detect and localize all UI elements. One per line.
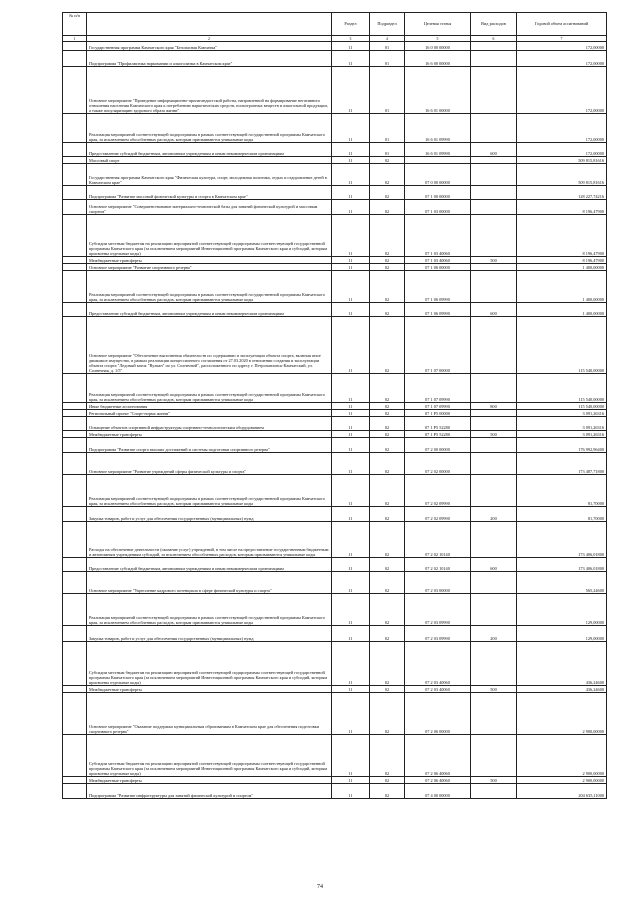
- cell-razdel: 11: [332, 572, 370, 594]
- cell-amount: 1 400,00000: [517, 264, 607, 271]
- table-row: [63, 735, 607, 777]
- table-body: [63, 42, 607, 799]
- table-row: [63, 693, 607, 735]
- column-number: 2: [87, 36, 332, 42]
- column-number: 7: [517, 36, 607, 42]
- cell-razdel: 11: [332, 215, 370, 257]
- cell-statya: 07 1 00 00000: [405, 186, 471, 200]
- cell-statya: 07 2 03 09990: [405, 626, 471, 642]
- cell-razdel: 11: [332, 303, 370, 317]
- cell-podrazdel: 02: [370, 558, 405, 572]
- cell-podrazdel: 02: [370, 453, 405, 475]
- cell-vid: 500: [471, 257, 517, 264]
- cell-amount: 115 540,00000: [517, 403, 607, 410]
- cell-statya: 07 2 03 40060: [405, 642, 471, 686]
- cell-amount: 3 091,26316: [517, 417, 607, 431]
- cell-podrazdel: 02: [370, 735, 405, 777]
- cell-razdel: 11: [332, 67, 370, 114]
- cell-vid: [471, 572, 517, 594]
- cell-amount: 173 487,71800: [517, 453, 607, 475]
- cell-vid: [471, 735, 517, 777]
- table-row: [63, 522, 607, 558]
- cell-vid: 600: [471, 558, 517, 572]
- cell-statya: 16 6 01 09990: [405, 143, 471, 157]
- table-row: [63, 317, 607, 374]
- cell-name: Региональный проект "Спорт-норма жизни": [87, 410, 332, 417]
- cell-num: [63, 594, 87, 626]
- cell-statya: 16 6 01 00000: [405, 67, 471, 114]
- cell-razdel: 11: [332, 403, 370, 410]
- cell-podrazdel: 02: [370, 686, 405, 693]
- cell-razdel: 11: [332, 200, 370, 215]
- cell-razdel: 11: [332, 143, 370, 157]
- cell-statya: 07 2 02 10140: [405, 522, 471, 558]
- cell-name: Подпрограмма "Развитие массовой физической культуры и спорта в Камчатском крае": [87, 186, 332, 200]
- cell-num: [63, 215, 87, 257]
- cell-podrazdel: 02: [370, 642, 405, 686]
- cell-vid: [471, 114, 517, 143]
- cell-name: Основное мероприятие "Проведение информационно-пропагандистской работы, направленной на формирование негативного отношения населения Камчатского края к потреблению наркотических средств, психотропных веществ и алкогольной продукции, а также популяризацию здорового образа жизни": [87, 67, 332, 114]
- cell-name: Закупка товаров, работ и услуг для обеспечения государственных (муниципальных) нужд: [87, 626, 332, 642]
- table-row: [63, 475, 607, 507]
- cell-razdel: 11: [332, 507, 370, 522]
- cell-podrazdel: 02: [370, 164, 405, 186]
- cell-razdel: 11: [332, 264, 370, 271]
- cell-num: [63, 735, 87, 777]
- cell-vid: 200: [471, 507, 517, 522]
- cell-name: Иные бюджетные ассигнования: [87, 403, 332, 410]
- table-row: [63, 403, 607, 410]
- cell-razdel: 11: [332, 257, 370, 264]
- cell-num: [63, 453, 87, 475]
- cell-name: Реализация мероприятий соответствующей подпрограммы в рамках соответствующей государственной программы Камчатского края, за исключением обособленных расходов, которым присваиваются уникальные коды: [87, 475, 332, 507]
- cell-statya: 07 2 02 00000: [405, 453, 471, 475]
- header-razdel: Раздел: [332, 13, 370, 36]
- cell-podrazdel: 01: [370, 143, 405, 157]
- cell-statya: 07 1 P5 52280: [405, 417, 471, 431]
- cell-num: [63, 410, 87, 417]
- table-row: [63, 303, 607, 317]
- cell-num: [63, 686, 87, 693]
- cell-amount: 509 815,81616: [517, 164, 607, 186]
- cell-podrazdel: 02: [370, 417, 405, 431]
- cell-num: [63, 572, 87, 594]
- table-row: [63, 164, 607, 186]
- cell-razdel: 11: [332, 317, 370, 374]
- cell-name: Основное мероприятие "Оказание поддержки муниципальным образованиям в Камчатском крае для обеспечения подготовки спортивного резерва": [87, 693, 332, 735]
- cell-statya: 07 2 00 00000: [405, 438, 471, 453]
- table-row: [63, 594, 607, 626]
- table-row: [63, 507, 607, 522]
- cell-num: [63, 42, 87, 51]
- cell-vid: [471, 157, 517, 164]
- cell-razdel: 11: [332, 157, 370, 164]
- cell-vid: [471, 475, 517, 507]
- cell-amount: 81,70000: [517, 507, 607, 522]
- column-number: 5: [405, 36, 471, 42]
- cell-razdel: 11: [332, 453, 370, 475]
- cell-amount: 115 540,00000: [517, 317, 607, 374]
- cell-statya: 16 6 01 09990: [405, 114, 471, 143]
- cell-razdel: 11: [332, 417, 370, 431]
- cell-razdel: 11: [332, 522, 370, 558]
- cell-amount: 172,00000: [517, 42, 607, 51]
- cell-amount: 8 196,47900: [517, 215, 607, 257]
- cell-amount: 176 992,96400: [517, 438, 607, 453]
- cell-vid: [471, 200, 517, 215]
- cell-podrazdel: 02: [370, 317, 405, 374]
- cell-name: Реализация мероприятий соответствующей подпрограммы в рамках соответствующей государственной программы Камчатского края, за исключением обособленных расходов, которым присваиваются уникальные коды: [87, 594, 332, 626]
- cell-vid: [471, 522, 517, 558]
- cell-podrazdel: 02: [370, 200, 405, 215]
- cell-num: [63, 693, 87, 735]
- cell-razdel: 11: [332, 438, 370, 453]
- cell-statya: [405, 157, 471, 164]
- table-row: [63, 51, 607, 67]
- table-row: [63, 453, 607, 475]
- cell-name: Межбюджетные трансферты: [87, 777, 332, 784]
- cell-razdel: 11: [332, 186, 370, 200]
- cell-amount: 3 091,26316: [517, 431, 607, 438]
- cell-num: [63, 257, 87, 264]
- cell-amount: 172,00000: [517, 114, 607, 143]
- cell-vid: [471, 410, 517, 417]
- cell-razdel: 11: [332, 164, 370, 186]
- cell-name: Межбюджетные трансферты: [87, 431, 332, 438]
- cell-podrazdel: 02: [370, 522, 405, 558]
- cell-podrazdel: 01: [370, 42, 405, 51]
- cell-statya: 07 1 06 00000: [405, 264, 471, 271]
- table-row: [63, 257, 607, 264]
- cell-name: Основное мероприятие "Укрепление кадрового потенциала в сфере физической культуры и спорта": [87, 572, 332, 594]
- cell-podrazdel: 02: [370, 438, 405, 453]
- cell-amount: 81,70000: [517, 475, 607, 507]
- cell-amount: 172,00000: [517, 143, 607, 157]
- table-row: [63, 264, 607, 271]
- header-name: [87, 13, 332, 36]
- cell-podrazdel: 02: [370, 271, 405, 303]
- cell-statya: 07 2 02 10140: [405, 558, 471, 572]
- cell-amount: 2 900,00000: [517, 777, 607, 784]
- header-podrazdel: Подраздел: [370, 13, 405, 36]
- cell-amount: 129,00000: [517, 594, 607, 626]
- cell-name: Предоставление субсидий бюджетным, автономным учреждениям и иным некоммерческим организациям: [87, 558, 332, 572]
- cell-podrazdel: 02: [370, 410, 405, 417]
- cell-statya: 07 1 07 09990: [405, 403, 471, 410]
- cell-podrazdel: 02: [370, 303, 405, 317]
- cell-amount: 509 815,81616: [517, 157, 607, 164]
- cell-name: Подпрограмма "Профилактика наркомании и алкоголизма в Камчатском крае": [87, 51, 332, 67]
- cell-name: Основное мероприятие "Обеспечение выполнения обязательств по содержанию и эксплуатации объекта спорта, включая иное движимое имущество, в рамках реализации концессионного соглашения от 27.03.2020 в отношении создания и эксплуатации объекта спорта "Ледовый каток "Вулкан" по ул. Солнечной", расположенного по адресу г. Петропавловск-Камчатский, ул. Солнечная, д. 1/5": [87, 317, 332, 374]
- cell-vid: [471, 784, 517, 799]
- cell-podrazdel: 02: [370, 626, 405, 642]
- cell-razdel: 11: [332, 51, 370, 67]
- cell-num: [63, 777, 87, 784]
- table-row: [63, 777, 607, 784]
- column-number: 6: [471, 36, 517, 42]
- cell-statya: 07 2 02 09990: [405, 475, 471, 507]
- cell-num: [63, 67, 87, 114]
- table-row: [63, 374, 607, 403]
- cell-amount: 2 900,00000: [517, 735, 607, 777]
- cell-vid: [471, 164, 517, 186]
- column-number: 4: [370, 36, 405, 42]
- cell-statya: 07 4 00 00000: [405, 784, 471, 799]
- cell-num: [63, 143, 87, 157]
- cell-amount: 129,00000: [517, 626, 607, 642]
- cell-num: [63, 784, 87, 799]
- cell-amount: 3 091,26316: [517, 410, 607, 417]
- cell-num: [63, 417, 87, 431]
- cell-name: Субсидии местным бюджетам на реализацию мероприятий соответствующей подпрограммы соответствующей государственной программы Камчатского края (за исключением мероприятий Инвестиционной программы Камчатского края и субсидий, которым присвоены отдельные коды): [87, 735, 332, 777]
- cell-razdel: 11: [332, 594, 370, 626]
- cell-num: [63, 271, 87, 303]
- table-row: [63, 200, 607, 215]
- cell-razdel: 11: [332, 475, 370, 507]
- cell-statya: 07 1 P5 00000: [405, 410, 471, 417]
- cell-podrazdel: 01: [370, 114, 405, 143]
- cell-vid: [471, 186, 517, 200]
- cell-name: Массовый спорт: [87, 157, 332, 164]
- table-row: [63, 157, 607, 164]
- cell-num: [63, 51, 87, 67]
- cell-vid: [471, 438, 517, 453]
- cell-name: Предоставление субсидий бюджетным, автономным учреждениям и иным некоммерческим организациям: [87, 143, 332, 157]
- table-row: [63, 67, 607, 114]
- cell-amount: 173 406,01800: [517, 522, 607, 558]
- cell-num: [63, 626, 87, 642]
- cell-statya: 07 1 03 40060: [405, 257, 471, 264]
- cell-amount: 565,24600: [517, 572, 607, 594]
- cell-num: [63, 303, 87, 317]
- cell-statya: 07 1 06 09990: [405, 271, 471, 303]
- cell-razdel: 11: [332, 410, 370, 417]
- cell-vid: 500: [471, 431, 517, 438]
- cell-vid: 500: [471, 777, 517, 784]
- cell-statya: 07 1 06 09990: [405, 303, 471, 317]
- cell-name: Основное мероприятие "Совершенствование материально-технической базы для занятий физической культурой и массовым спортом": [87, 200, 332, 215]
- cell-amount: 204 635,11000: [517, 784, 607, 799]
- budget-table: [62, 12, 607, 799]
- cell-statya: 07 0 00 00000: [405, 164, 471, 186]
- cell-amount: 115 540,00000: [517, 374, 607, 403]
- cell-num: [63, 114, 87, 143]
- cell-podrazdel: 02: [370, 215, 405, 257]
- table-row: [63, 438, 607, 453]
- cell-name: Межбюджетные трансферты: [87, 686, 332, 693]
- cell-amount: 436,24600: [517, 642, 607, 686]
- cell-statya: 16 6 00 00000: [405, 51, 471, 67]
- cell-vid: [471, 374, 517, 403]
- cell-podrazdel: 02: [370, 403, 405, 410]
- cell-razdel: 11: [332, 777, 370, 784]
- cell-podrazdel: 01: [370, 67, 405, 114]
- cell-amount: 172,00000: [517, 67, 607, 114]
- cell-amount: 8 196,47900: [517, 257, 607, 264]
- cell-amount: 2 900,00000: [517, 693, 607, 735]
- table-row: [63, 215, 607, 257]
- cell-num: [63, 186, 87, 200]
- cell-razdel: 11: [332, 693, 370, 735]
- cell-razdel: 11: [332, 558, 370, 572]
- cell-podrazdel: 02: [370, 186, 405, 200]
- cell-name: Основное мероприятие "Развитие спортивного резерва": [87, 264, 332, 271]
- cell-razdel: 11: [332, 431, 370, 438]
- cell-name: Субсидии местным бюджетам на реализацию мероприятий соответствующей подпрограммы соответствующей государственной программы Камчатского края (за исключением мероприятий Инвестиционной программы Камчатского края и субсидий, которым присвоены отдельные коды): [87, 642, 332, 686]
- cell-num: [63, 403, 87, 410]
- cell-name: Реализация мероприятий соответствующей подпрограммы в рамках соответствующей государственной программы Камчатского края, за исключением обособленных расходов, которым присваиваются уникальные коды: [87, 114, 332, 143]
- page-number: 74: [317, 884, 323, 890]
- cell-podrazdel: 02: [370, 572, 405, 594]
- cell-name: Предоставление субсидий бюджетным, автономным учреждениям и иным некоммерческим организациям: [87, 303, 332, 317]
- cell-vid: [471, 67, 517, 114]
- cell-vid: [471, 453, 517, 475]
- cell-razdel: 11: [332, 686, 370, 693]
- table-row: [63, 642, 607, 686]
- cell-razdel: 11: [332, 642, 370, 686]
- cell-vid: 500: [471, 686, 517, 693]
- cell-num: [63, 558, 87, 572]
- header-num: № п/п: [63, 13, 87, 36]
- column-number: 1: [63, 36, 87, 42]
- cell-amount: 128 227,74216: [517, 186, 607, 200]
- cell-amount: 172,00000: [517, 51, 607, 67]
- cell-name: Реализация мероприятий соответствующей подпрограммы в рамках соответствующей государственной программы Камчатского края, за исключением обособленных расходов, которым присваиваются уникальные коды: [87, 374, 332, 403]
- cell-vid: [471, 42, 517, 51]
- cell-podrazdel: 02: [370, 693, 405, 735]
- cell-razdel: 11: [332, 271, 370, 303]
- cell-razdel: 11: [332, 42, 370, 51]
- table-row: [63, 626, 607, 642]
- table-row: [63, 114, 607, 143]
- cell-name: Оснащение объектов спортивной инфраструктуры спортивно-технологическим оборудованием: [87, 417, 332, 431]
- cell-name: Расходы на обеспечение деятельности (оказание услуг) учреждений, в том числе на предоставление государственным бюджетным и автономным учреждениям субсидий, за исключением обособленных расходов, которым присваиваются уникальные коды: [87, 522, 332, 558]
- cell-statya: 07 2 06 40060: [405, 735, 471, 777]
- table-row: [63, 431, 607, 438]
- table-row: [63, 143, 607, 157]
- table-row: [63, 784, 607, 799]
- cell-podrazdel: 02: [370, 374, 405, 403]
- cell-num: [63, 164, 87, 186]
- cell-amount: 173 406,01800: [517, 558, 607, 572]
- cell-name: Межбюджетные трансферты: [87, 257, 332, 264]
- cell-num: [63, 475, 87, 507]
- cell-statya: 07 2 06 40060: [405, 777, 471, 784]
- header-vid: Вид расходов: [471, 13, 517, 36]
- cell-vid: [471, 642, 517, 686]
- budget-table-sheet: [62, 12, 606, 799]
- cell-podrazdel: 02: [370, 157, 405, 164]
- cell-podrazdel: 02: [370, 257, 405, 264]
- cell-vid: [471, 594, 517, 626]
- cell-statya: 07 2 03 40060: [405, 686, 471, 693]
- cell-vid: 600: [471, 143, 517, 157]
- cell-num: [63, 431, 87, 438]
- table-row: [63, 410, 607, 417]
- cell-amount: 8 196,47900: [517, 200, 607, 215]
- table-row: [63, 186, 607, 200]
- cell-name: Реализация мероприятий соответствующей подпрограммы в рамках соответствующей государственной программы Камчатского края, за исключением обособленных расходов, которым присваиваются уникальные коды: [87, 271, 332, 303]
- cell-podrazdel: 01: [370, 51, 405, 67]
- cell-num: [63, 438, 87, 453]
- cell-num: [63, 264, 87, 271]
- cell-razdel: 11: [332, 114, 370, 143]
- cell-statya: 07 1 03 00000: [405, 200, 471, 215]
- cell-statya: 07 2 03 09990: [405, 594, 471, 626]
- cell-name: Подпрограмма "Развитие спорта высших достижений и системы подготовки спортивного резерва": [87, 438, 332, 453]
- cell-num: [63, 200, 87, 215]
- table-row: [63, 42, 607, 51]
- cell-num: [63, 374, 87, 403]
- cell-name: Основное мероприятие "Развитие учреждений сферы физической культуры и спорта": [87, 453, 332, 475]
- cell-amount: 1 400,00000: [517, 303, 607, 317]
- cell-name: Подпрограмма "Развитие инфраструктуры для занятий физической культурой и спортом": [87, 784, 332, 799]
- table-row: [63, 558, 607, 572]
- cell-razdel: 11: [332, 735, 370, 777]
- cell-vid: [471, 417, 517, 431]
- cell-vid: [471, 693, 517, 735]
- cell-statya: 07 1 07 00000: [405, 317, 471, 374]
- column-number: 3: [332, 36, 370, 42]
- cell-num: [63, 157, 87, 164]
- table-row: [63, 686, 607, 693]
- cell-num: [63, 522, 87, 558]
- cell-vid: 800: [471, 403, 517, 410]
- cell-statya: 07 2 06 00000: [405, 693, 471, 735]
- cell-razdel: 11: [332, 374, 370, 403]
- cell-podrazdel: 02: [370, 784, 405, 799]
- cell-num: [63, 642, 87, 686]
- cell-statya: 07 2 02 09990: [405, 507, 471, 522]
- cell-vid: 200: [471, 626, 517, 642]
- cell-num: [63, 317, 87, 374]
- cell-statya: 16 0 00 00000: [405, 42, 471, 51]
- cell-amount: 436,24600: [517, 686, 607, 693]
- cell-vid: 600: [471, 303, 517, 317]
- cell-vid: [471, 271, 517, 303]
- table-row: [63, 417, 607, 431]
- cell-statya: 07 1 P5 52280: [405, 431, 471, 438]
- cell-podrazdel: 02: [370, 777, 405, 784]
- cell-vid: [471, 51, 517, 67]
- cell-vid: [471, 264, 517, 271]
- cell-podrazdel: 02: [370, 475, 405, 507]
- cell-podrazdel: 02: [370, 431, 405, 438]
- header-statya: Целевая статья: [405, 13, 471, 36]
- cell-name: Государственная программа Камчатского края "Безопасная Камчатка": [87, 42, 332, 51]
- cell-statya: 07 2 03 00000: [405, 572, 471, 594]
- cell-razdel: 11: [332, 626, 370, 642]
- cell-razdel: 11: [332, 784, 370, 799]
- cell-amount: 1 400,00000: [517, 271, 607, 303]
- header-row: [63, 13, 607, 36]
- cell-name: Субсидии местным бюджетам на реализацию мероприятий соответствующей подпрограммы соответствующей государственной программы Камчатского края (за исключением мероприятий Инвестиционной программы Камчатского края и субсидий, которым присвоены отдельные коды): [87, 215, 332, 257]
- cell-name: Закупка товаров, работ и услуг для обеспечения государственных (муниципальных) нужд: [87, 507, 332, 522]
- cell-statya: 07 1 03 40060: [405, 215, 471, 257]
- cell-name: Государственная программа Камчатского края "Физическая культура, спорт, молодежная политика, отдых и оздоровление детей в Камчатском крае": [87, 164, 332, 186]
- header-amount: Годовой объем ассигнований: [517, 13, 607, 36]
- table-row: [63, 271, 607, 303]
- cell-vid: [471, 317, 517, 374]
- table-row: [63, 572, 607, 594]
- cell-vid: [471, 215, 517, 257]
- cell-podrazdel: 02: [370, 264, 405, 271]
- cell-num: [63, 507, 87, 522]
- cell-podrazdel: 02: [370, 507, 405, 522]
- cell-statya: 07 1 07 09990: [405, 374, 471, 403]
- cell-podrazdel: 02: [370, 594, 405, 626]
